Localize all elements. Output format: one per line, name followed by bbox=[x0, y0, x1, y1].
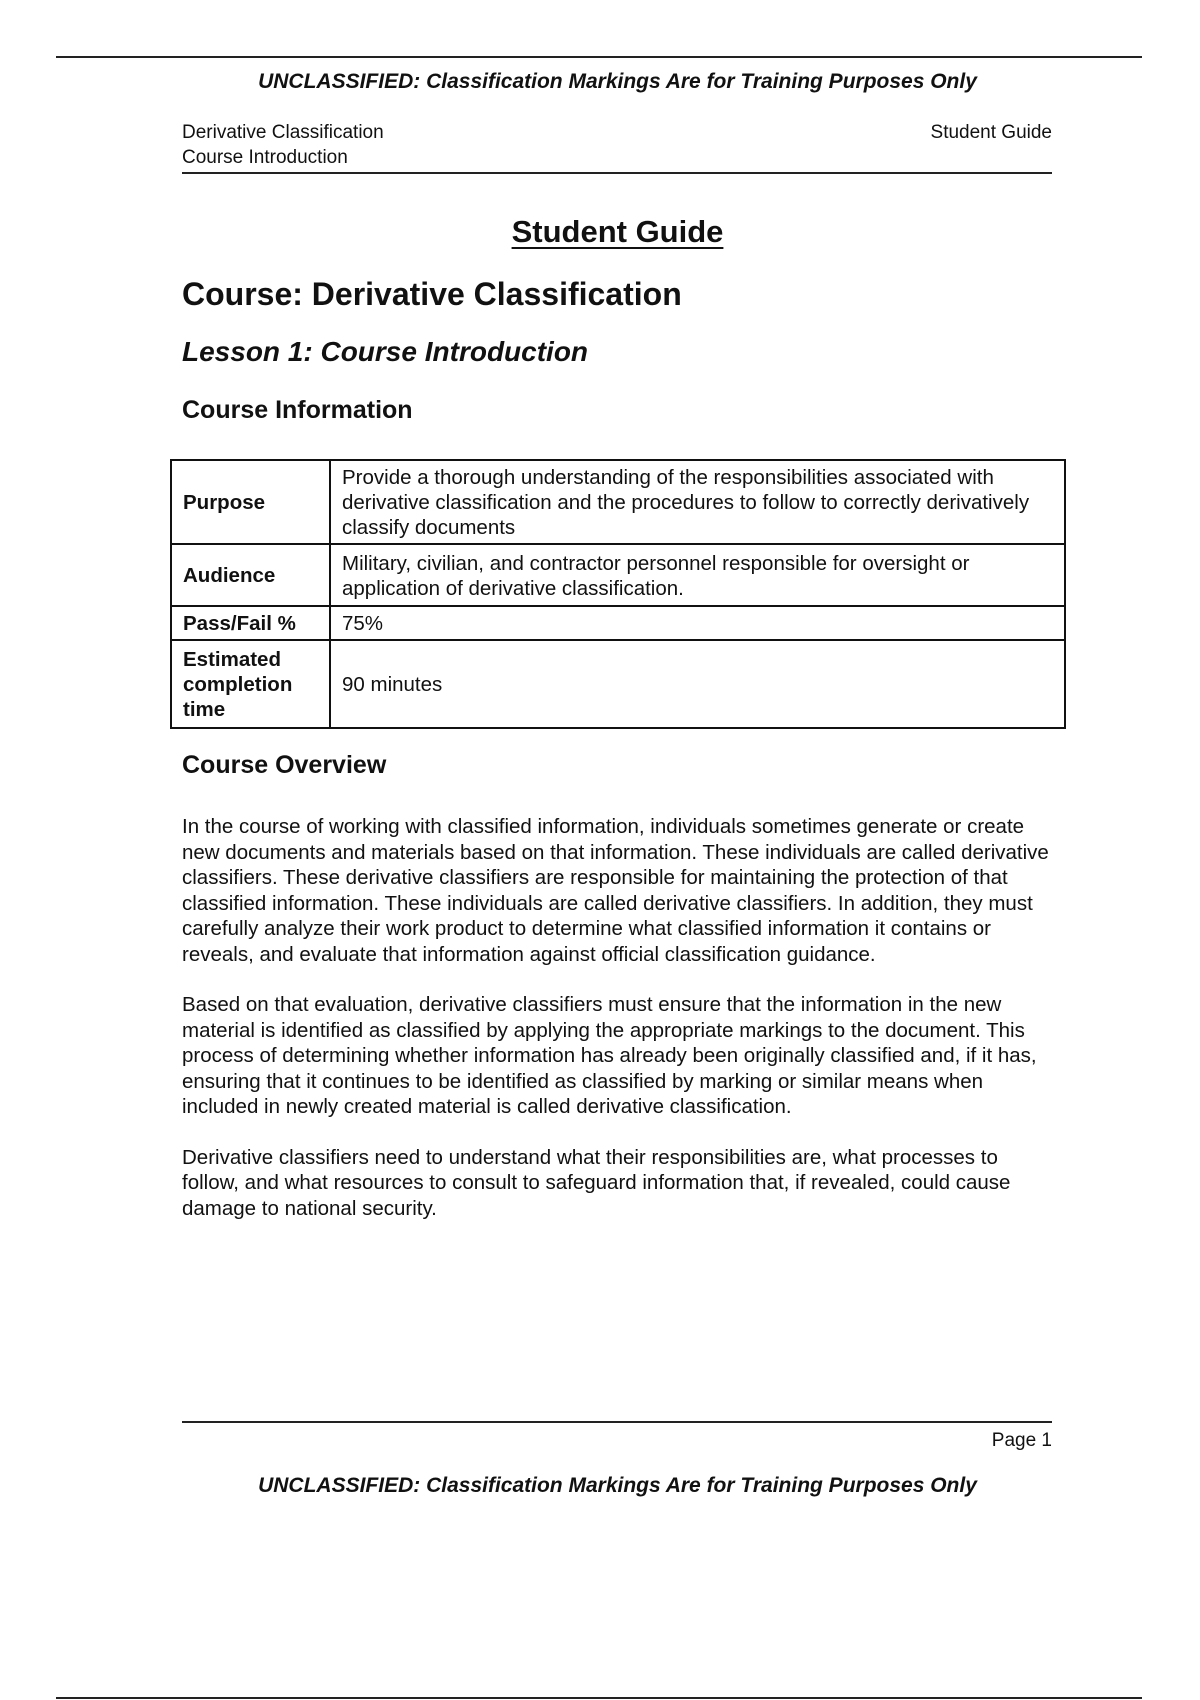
row-label-completion-time: Estimated completion time bbox=[171, 640, 330, 728]
row-value-purpose: Provide a thorough understanding of the responsibilities associated with derivative classification and the procedures to follow to correctly derivatively classify documents bbox=[330, 460, 1065, 544]
lesson-heading: Lesson 1: Course Introduction bbox=[182, 336, 589, 367]
row-label-pass-fail: Pass/Fail % bbox=[171, 606, 330, 640]
overview-paragraph-2: Based on that evaluation, derivative classifiers must ensure that the information in the new material is identified as classified by applying the appropriate markings to the document. This process of determining whether information has already been originally classified and, if it has, ensuring that it continues to be identified as classified by marking or similar means when included in newly created material is called derivative classification. bbox=[182, 993, 1037, 1118]
classification-banner-bottom: UNCLASSIFIED: Classification Markings Are for Training Purposes Only bbox=[258, 1474, 977, 1497]
row-label-audience: Audience bbox=[171, 544, 330, 606]
header-left bbox=[182, 120, 384, 170]
running-header bbox=[182, 120, 1052, 174]
course-overview-body bbox=[182, 814, 1052, 1246]
course-information-table bbox=[170, 459, 1066, 729]
course-overview-heading: Course Overview bbox=[182, 751, 387, 779]
overview-paragraph-3: Derivative classifiers need to understand what their responsibilities are, what processes to follow, and what resources to consult to safeguard information that, if revealed, could cause damage to national security. bbox=[182, 1145, 1011, 1220]
overview-paragraph-1: In the course of working with classified information, individuals sometimes generate or create new documents and materials based on that information. These individuals are called derivative classifiers. These derivative classifiers are responsible for maintaining the protection of that classified information. These individuals are called derivative classifiers. In addition, they must carefully analyze their work product to determine what classified information it contains or reveals, and evaluate that information against official classification guidance. bbox=[182, 815, 1049, 966]
row-value-completion-time: 90 minutes bbox=[330, 640, 1065, 728]
header-course-name: Derivative Classification bbox=[182, 122, 384, 143]
document-title-text: Student Guide bbox=[511, 214, 724, 249]
row-value-audience: Military, civilian, and contractor personnel responsible for oversight or application of derivative classification. bbox=[330, 544, 1065, 606]
row-label-purpose: Purpose bbox=[171, 460, 330, 544]
footer-divider bbox=[182, 1421, 1052, 1423]
table-row bbox=[171, 640, 1065, 728]
classification-banner-top: UNCLASSIFIED: Classification Markings Are for Training Purposes Only bbox=[258, 70, 977, 93]
top-divider bbox=[56, 56, 1142, 58]
table-row bbox=[171, 606, 1065, 640]
table-row bbox=[171, 544, 1065, 606]
bottom-divider bbox=[56, 1697, 1142, 1699]
course-information-heading: Course Information bbox=[182, 396, 413, 424]
document-title bbox=[0, 214, 1200, 250]
course-heading: Course: Derivative Classification bbox=[182, 276, 682, 312]
page-number: Page 1 bbox=[991, 1430, 1052, 1451]
table-row bbox=[171, 460, 1065, 544]
row-value-pass-fail: 75% bbox=[330, 606, 1065, 640]
header-lesson-name: Course Introduction bbox=[182, 147, 348, 168]
header-doc-type: Student Guide bbox=[930, 122, 1052, 143]
